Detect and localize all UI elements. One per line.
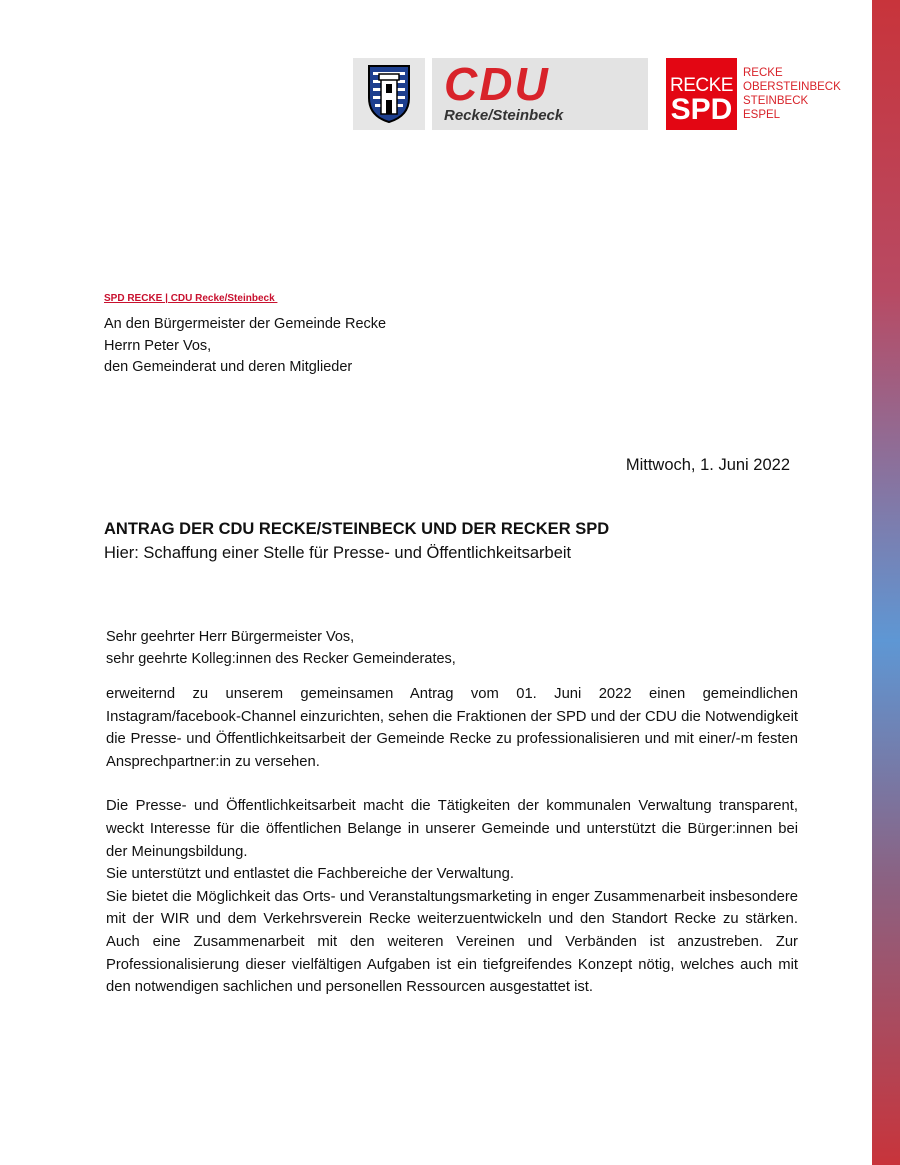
- salutation: [106, 626, 456, 670]
- spd-logo-recke: RECKE: [670, 75, 733, 96]
- municipal-crest-logo: [353, 58, 425, 130]
- salutation-line: Sehr geehrter Herr Bürgermeister Vos,: [106, 629, 355, 645]
- letter-date: Mittwoch, 1. Juni 2022: [625, 456, 790, 474]
- body-paragraph: Sie bietet die Möglichkeit das Orts- und Veranstaltungsmarketing in enger Zusammenarbeit insbesondere mit der WIR und dem Verkehrsverein Recke weiterzuentwickeln und den Standort Recke zu stärken. Auch eine Zusammenarbeit mit den weiteren Vereinen und Verbänden ist anzustreben. Zur Professionalisierung dieser vielfältigen Aufgaben ist ein tiefgreifendes Konzept nötig, welches auch mit den notwendigen sachlichen und personellen Ressourcen ausgestattet ist.: [106, 888, 798, 996]
- letter-subtitle: Hier: Schaffung einer Stelle für Presse- und Öffentlichkeitsarbeit: [104, 544, 572, 562]
- salutation-line: sehr geehrte Kolleg:innen des Recker Gemeinderates,: [106, 651, 456, 667]
- recipient-address: [104, 314, 386, 379]
- body-paragraph: Sie unterstützt und entlastet die Fachbereiche der Verwaltung.: [106, 866, 514, 883]
- coat-of-arms-icon: [367, 64, 411, 124]
- cdu-logo-wordmark: CDU: [444, 58, 550, 110]
- cdu-logo-subtitle: Recke/Steinbeck: [444, 107, 564, 124]
- spd-logo: [666, 58, 737, 130]
- letter-title: ANTRAG DER CDU RECKE/STEINBECK UND DER RECKER SPD: [104, 520, 610, 538]
- body-paragraph: erweiternd zu unserem gemeinsamen Antrag vom 01. Juni 2022 einen gemeindlichen Instagram/facebook-Channel einzurichten, sehen die Fraktionen der SPD und der CDU die Notwendigkeit die Presse- und Öffentlichkeitsarbeit der Gemeinde Recke zu professionalisieren und mit einer/-m festen Ansprechpartner:in zu versehen.: [106, 686, 798, 770]
- spd-place: ESPEL: [743, 109, 781, 121]
- spd-place: RECKE: [743, 67, 783, 79]
- spd-places-list: [743, 66, 841, 122]
- spd-logo-wordmark: SPD: [670, 93, 733, 126]
- recipient-line: An den Bürgermeister der Gemeinde Recke: [104, 316, 387, 332]
- decorative-side-bar: [872, 0, 900, 1165]
- body-paragraph: Die Presse- und Öffentlichkeitsarbeit macht die Tätigkeiten der kommunalen Verwaltung transparent, weckt Interesse für die öffentlichen Belange in unserer Gemeinde und unterstützt die Bürger:innen bei der Meinungsbildung.: [106, 798, 798, 860]
- letter-body: [106, 683, 798, 999]
- spd-place: STEINBECK: [743, 95, 809, 107]
- spd-place: OBERSTEINBECK: [743, 81, 841, 93]
- cdu-logo: [432, 58, 648, 130]
- recipient-line: Herrn Peter Vos,: [104, 337, 212, 354]
- recipient-line: den Gemeinderat und deren Mitglieder: [104, 359, 353, 375]
- sender-line: SPD RECKE | CDU Recke/Steinbeck: [104, 293, 278, 304]
